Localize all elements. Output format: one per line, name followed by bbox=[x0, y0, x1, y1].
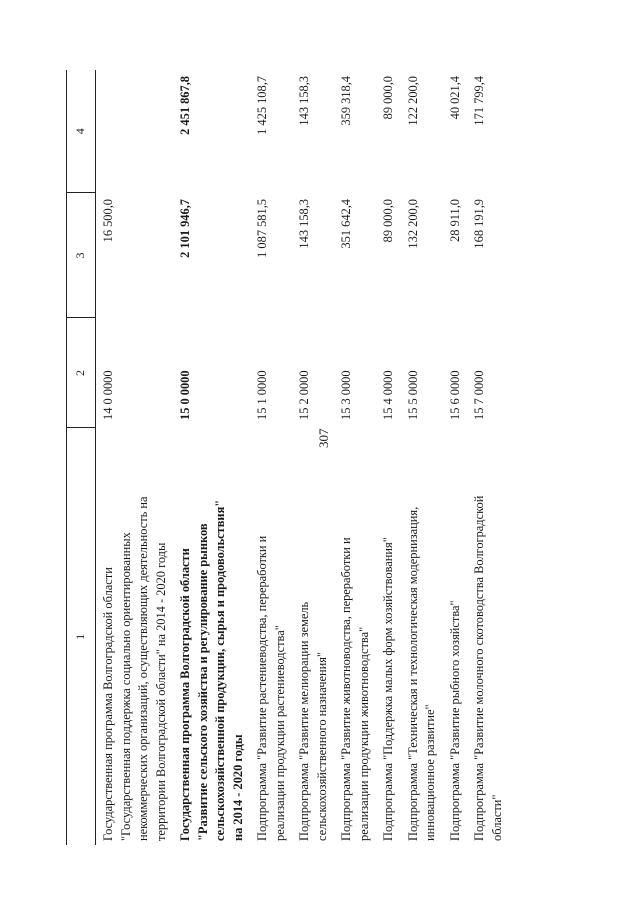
row-name-line: инновационное развитие" bbox=[423, 704, 437, 841]
row-code-cell: 15 3 0000 bbox=[339, 370, 353, 420]
row-value-3-cell: 143 158,3 bbox=[297, 199, 311, 249]
row-value-3-cell: 89 000,0 bbox=[381, 199, 395, 243]
row-value-3-cell: 351 642,4 bbox=[339, 199, 353, 249]
table-row bbox=[401, 70, 443, 845]
row-name-cell bbox=[376, 428, 401, 845]
row-name-line: некоммерческих организаций, осуществляющих деятельность на bbox=[136, 496, 150, 841]
row-value-4-cell: 171 799,4 bbox=[472, 76, 486, 126]
table-header-row bbox=[67, 70, 96, 845]
header-col-3: 3 bbox=[67, 193, 96, 318]
row-name-line: на 2014 - 2020 годы bbox=[230, 734, 245, 841]
table-row bbox=[96, 70, 174, 845]
row-value-3-cell: 16 500,0 bbox=[101, 199, 115, 243]
row-value-4-cell: 40 021,4 bbox=[447, 76, 462, 120]
row-value-4-cell: 89 000,0 bbox=[381, 76, 395, 120]
table-row bbox=[376, 70, 401, 845]
row-name-line: Подпрограмма "Развитие растениеводства, переработки и bbox=[255, 535, 269, 841]
table-row bbox=[334, 70, 376, 845]
table-row bbox=[467, 70, 509, 845]
row-name-line: Подпрограмма "Поддержка малых форм хозяйствования" bbox=[381, 537, 395, 841]
row-name-line: "Развитие сельского хозяйства и регулирование рынков bbox=[195, 523, 210, 841]
row-name-line: сельскохозяйственного назначения" bbox=[314, 651, 329, 841]
row-name-line: Подпрограмма "Развитие мелиорации земель bbox=[297, 601, 311, 841]
row-value-4-cell bbox=[96, 70, 174, 193]
row-value-4-cell: 1 425 108,7 bbox=[255, 76, 269, 135]
row-name-line: Государственная программа Волгоградской области bbox=[101, 567, 115, 841]
row-code-cell: 15 6 0000 bbox=[447, 370, 462, 420]
row-name-cell bbox=[96, 428, 174, 845]
row-code-cell: 15 2 0000 bbox=[297, 370, 311, 420]
page-number: 307 bbox=[316, 428, 331, 448]
table-row bbox=[443, 70, 468, 845]
row-name-line: Подпрограмма "Техническая и технологическая модернизация, bbox=[405, 506, 420, 841]
row-name-cell bbox=[334, 428, 376, 845]
row-name-line: Государственная программа Волгоградской области bbox=[178, 548, 192, 841]
row-value-4-cell: 143 158,3 bbox=[297, 76, 311, 126]
row-value-3-cell: 28 911,0 bbox=[447, 199, 462, 242]
row-code-cell: 15 0 0000 bbox=[178, 370, 192, 420]
header-col-1: 1 bbox=[67, 428, 96, 845]
row-name-cell bbox=[401, 428, 443, 845]
row-name-line: реализации продукции растениеводства" bbox=[272, 625, 287, 841]
row-value-3-cell: 132 200,0 bbox=[405, 199, 420, 249]
row-code-cell: 15 7 0000 bbox=[472, 370, 486, 420]
row-code-cell: 15 4 0000 bbox=[381, 370, 395, 420]
row-name-line: Подпрограмма "Развитие молочного скотоводства Волгоградской bbox=[472, 495, 486, 841]
row-name-line: области" bbox=[489, 794, 504, 841]
row-name-line: Подпрограмма "Развитие рыбного хозяйства" bbox=[447, 600, 462, 841]
row-value-4-cell: 2 451 867,8 bbox=[178, 76, 192, 135]
table-row bbox=[250, 70, 292, 845]
table-body bbox=[96, 70, 510, 845]
row-name-line: реализации продукции животноводства" bbox=[356, 626, 371, 841]
row-name-line: "Государственная поддержка социально ориентированных bbox=[118, 532, 133, 841]
row-name-line: Подпрограмма "Развитие животноводства, переработки и bbox=[339, 537, 353, 841]
row-code-cell: 15 1 0000 bbox=[255, 370, 269, 420]
row-name-line: сельскохозяйственной продукции, сырья и продовольствия" bbox=[213, 499, 227, 841]
row-code-cell: 15 5 0000 bbox=[405, 370, 420, 420]
row-name-cell bbox=[250, 428, 292, 845]
row-value-4-cell: 359 318,4 bbox=[339, 76, 353, 126]
header-col-4: 4 bbox=[67, 70, 96, 193]
row-value-4-cell: 122 200,0 bbox=[405, 76, 420, 126]
row-name-line: территории Волгоградской области" на 2014 - 2020 годы bbox=[153, 542, 168, 841]
row-code-cell: 14 0 0000 bbox=[101, 370, 115, 420]
header-col-2: 2 bbox=[67, 318, 96, 428]
row-value-3-cell: 168 191,9 bbox=[472, 199, 486, 249]
row-name-cell bbox=[292, 428, 334, 845]
table-row bbox=[292, 70, 334, 845]
row-value-3-cell: 1 087 581,5 bbox=[255, 199, 269, 258]
table-row bbox=[173, 70, 250, 845]
row-name-cell bbox=[173, 428, 250, 845]
row-name-cell bbox=[467, 428, 509, 845]
budget-table bbox=[66, 70, 509, 845]
row-value-3-cell: 2 101 946,7 bbox=[178, 199, 192, 258]
row-name-cell bbox=[443, 428, 468, 845]
rotated-table-container bbox=[66, 70, 531, 845]
